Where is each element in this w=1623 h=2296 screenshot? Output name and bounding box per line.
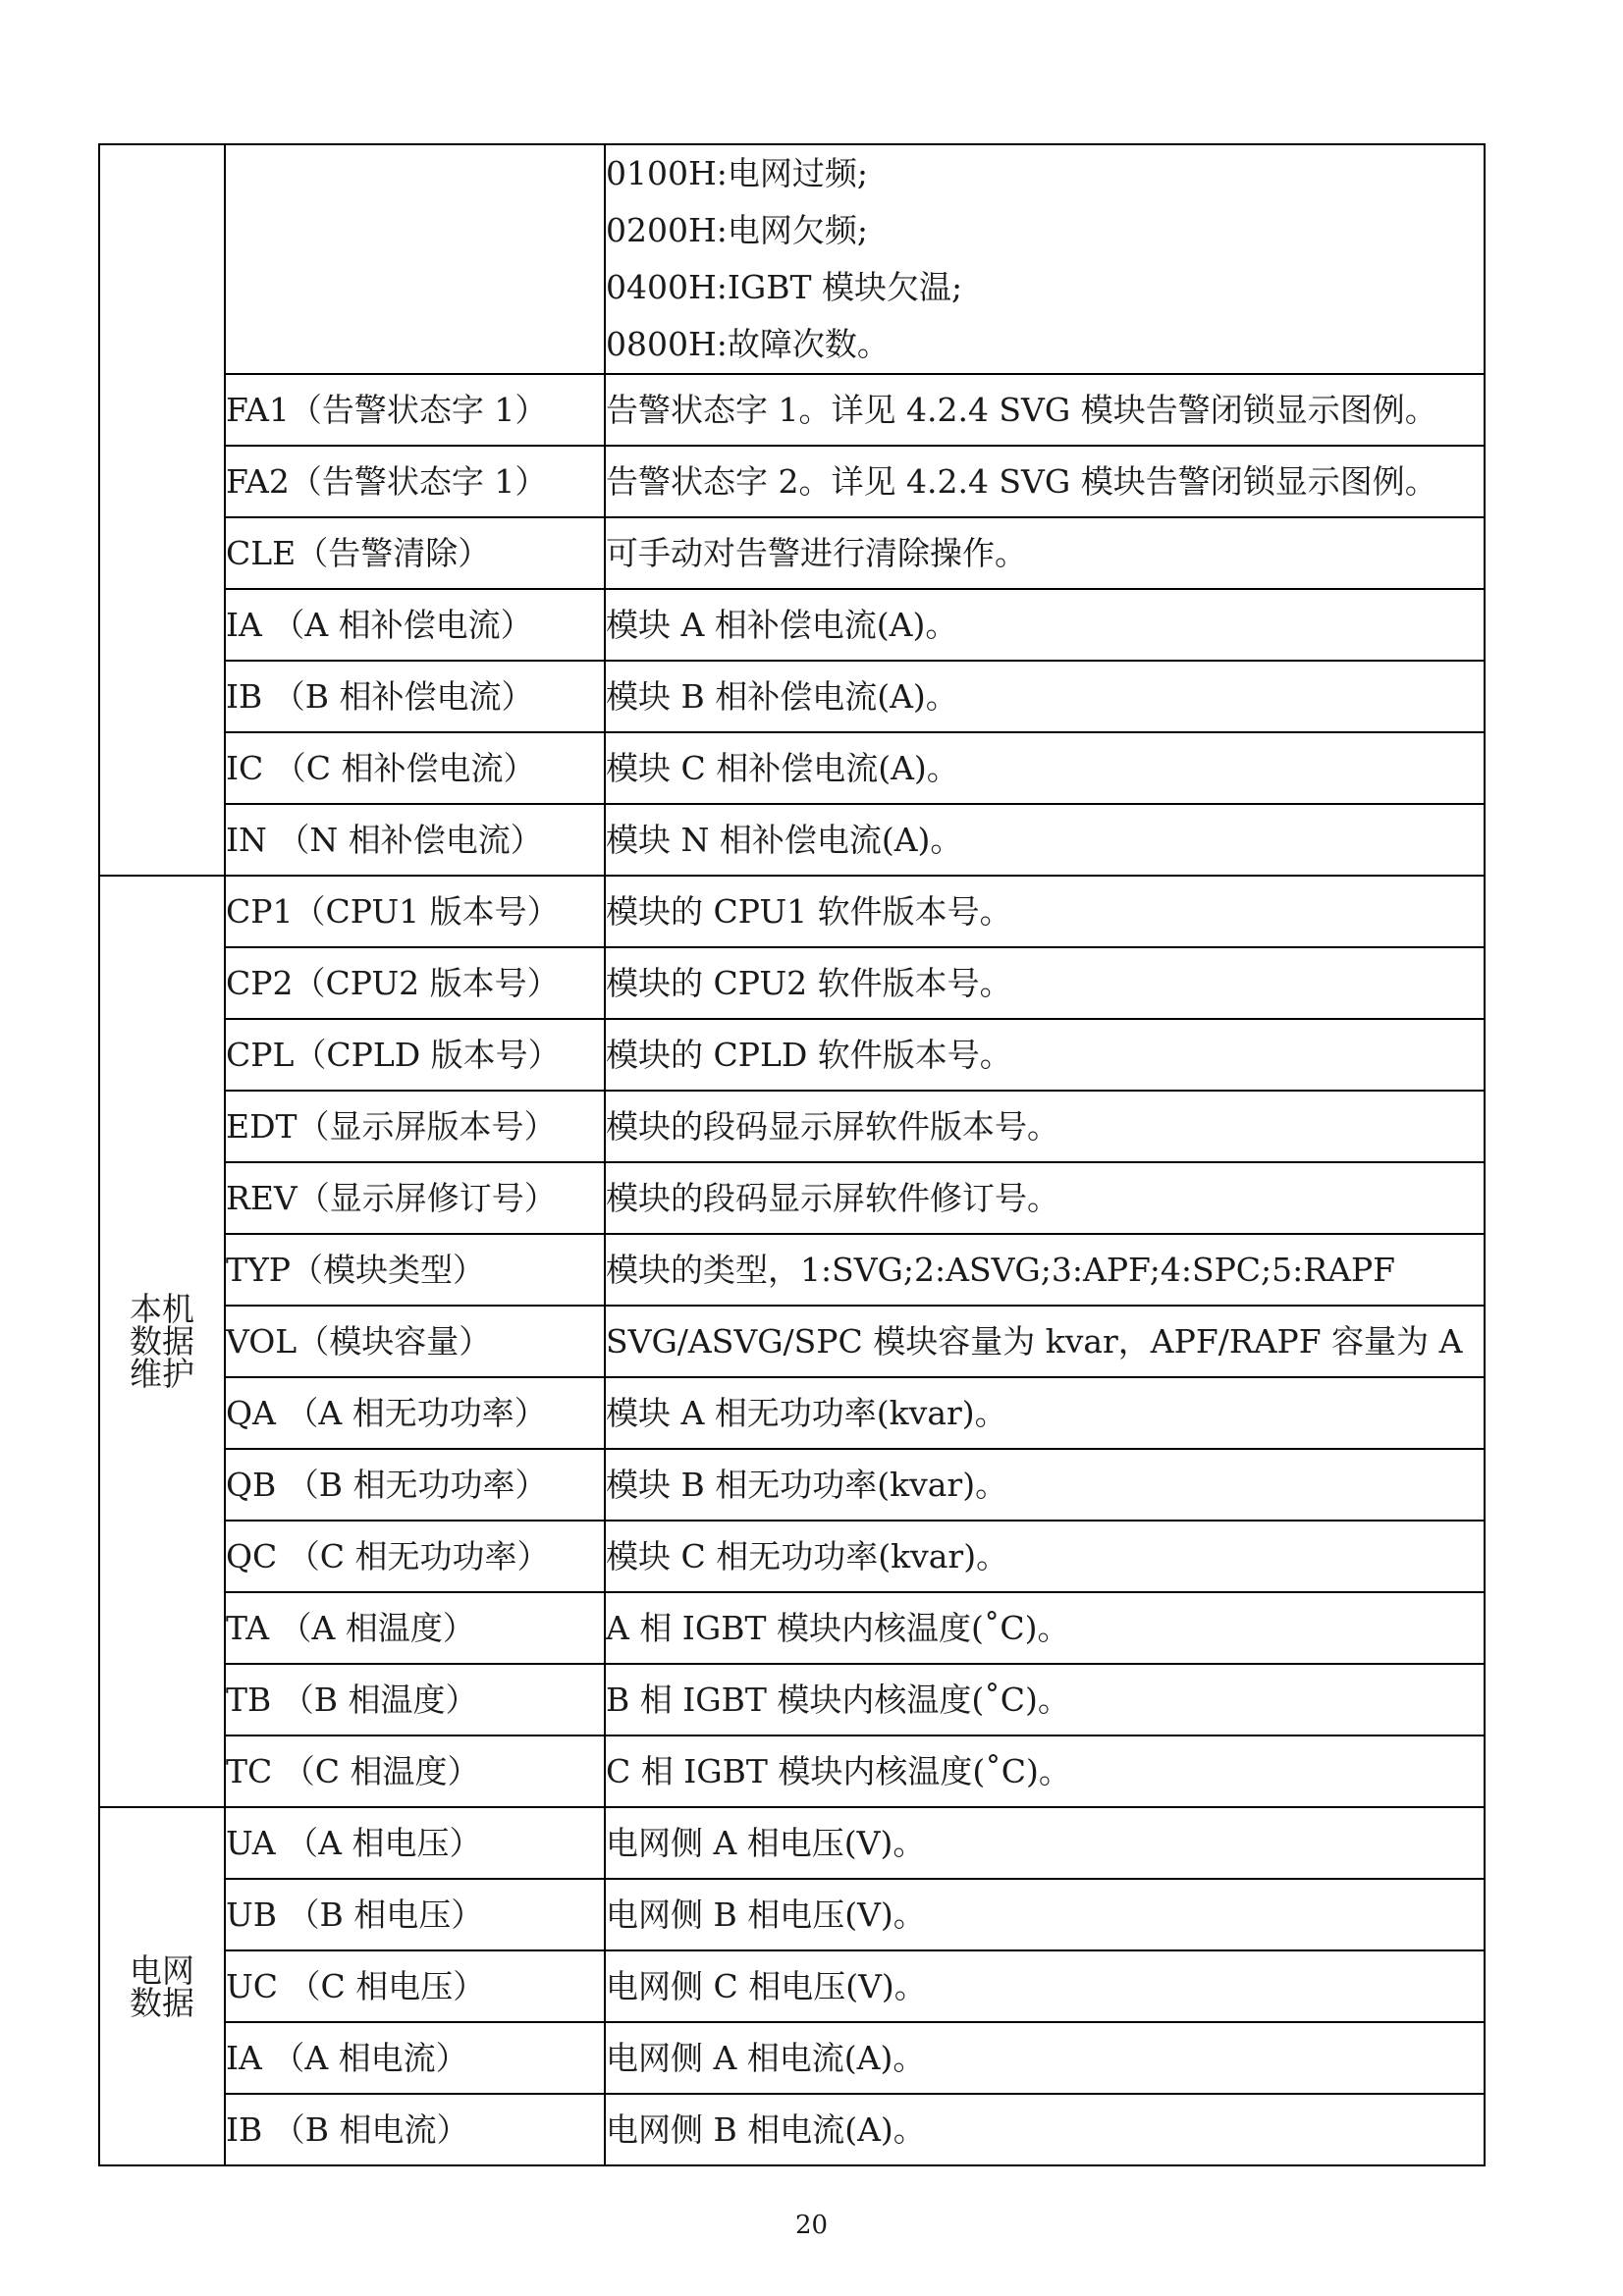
- table-row: [99, 1592, 1485, 1664]
- param-name: CP1（CPU1 版本号）: [225, 876, 605, 947]
- table-row: [99, 1521, 1485, 1592]
- table-row: [99, 1950, 1485, 2022]
- param-name: UC （C 相电压）: [225, 1950, 605, 2022]
- param-name: IB （B 相补偿电流）: [225, 661, 605, 732]
- table-row: [99, 517, 1485, 589]
- table-row: [99, 446, 1485, 517]
- param-name: UB （B 相电压）: [225, 1879, 605, 1950]
- param-description: 告警状态字 1。详见 4.2.4 SVG 模块告警闭锁显示图例。: [605, 374, 1485, 446]
- table-row: [99, 732, 1485, 804]
- param-description: 模块 C 相无功功率(kvar)。: [605, 1521, 1485, 1592]
- param-name: REV（显示屏修订号）: [225, 1162, 605, 1234]
- category-line: 本机: [130, 1290, 194, 1328]
- param-description: 模块的 CPU2 软件版本号。: [605, 947, 1485, 1019]
- category-line: 电网: [130, 1950, 194, 1990]
- param-description: 模块的段码显示屏软件修订号。: [605, 1162, 1485, 1234]
- param-name: QC （C 相无功功率）: [225, 1521, 605, 1592]
- category-cell-empty: [99, 144, 225, 876]
- description-line: 0400H:IGBT 模块欠温;: [606, 268, 963, 306]
- continuation-description: [605, 144, 1485, 374]
- param-name: CP2（CPU2 版本号）: [225, 947, 605, 1019]
- param-description: 模块 N 相补偿电流(A)。: [605, 804, 1485, 876]
- param-name: EDT（显示屏版本号）: [225, 1091, 605, 1162]
- param-name: TA （A 相温度）: [225, 1592, 605, 1664]
- table-row: [99, 589, 1485, 661]
- table-row: [99, 1306, 1485, 1377]
- table-row: [99, 1449, 1485, 1521]
- param-description: 电网侧 B 相电压(V)。: [605, 1879, 1485, 1950]
- table-row: [99, 2094, 1485, 2165]
- param-description: 电网侧 B 相电流(A)。: [605, 2094, 1485, 2165]
- param-description: 模块的类型，1:SVG;2:ASVG;3:APF;4:SPC;5:RAPF: [605, 1234, 1485, 1306]
- table-row: [99, 144, 1485, 374]
- name-cell-empty: [225, 144, 605, 374]
- param-name: UA （A 相电压）: [225, 1807, 605, 1879]
- param-description: 模块的段码显示屏软件版本号。: [605, 1091, 1485, 1162]
- table-row: [99, 1091, 1485, 1162]
- param-description: 模块 A 相无功功率(kvar)。: [605, 1377, 1485, 1449]
- param-description: 模块 B 相无功功率(kvar)。: [605, 1449, 1485, 1521]
- table-row: [99, 1735, 1485, 1807]
- table-row: [99, 876, 1485, 947]
- param-description: B 相 IGBT 模块内核温度(˚C)。: [605, 1664, 1485, 1735]
- param-description: 电网侧 C 相电压(V)。: [605, 1950, 1485, 2022]
- table-row: [99, 1664, 1485, 1735]
- param-name: CPL（CPLD 版本号）: [225, 1019, 605, 1091]
- param-name: FA1（告警状态字 1）: [225, 374, 605, 446]
- param-description: 模块的 CPU1 软件版本号。: [605, 876, 1485, 947]
- table-row: [99, 1879, 1485, 1950]
- table-row: [99, 374, 1485, 446]
- param-name: QB （B 相无功功率）: [225, 1449, 605, 1521]
- param-name: IC （C 相补偿电流）: [225, 732, 605, 804]
- param-name: VOL（模块容量）: [225, 1306, 605, 1377]
- table-row: [99, 1019, 1485, 1091]
- page-number: 20: [794, 2211, 829, 2240]
- table-row: [99, 661, 1485, 732]
- param-description: 电网侧 A 相电流(A)。: [605, 2022, 1485, 2094]
- table-row: [99, 1234, 1485, 1306]
- description-line: 0200H:电网欠频;: [606, 211, 868, 249]
- param-name: TC （C 相温度）: [225, 1735, 605, 1807]
- param-name: IA （A 相补偿电流）: [225, 589, 605, 661]
- param-description: 电网侧 A 相电压(V)。: [605, 1807, 1485, 1879]
- parameter-table: [98, 143, 1486, 2166]
- category-line: 数据: [130, 1983, 194, 2022]
- category-cell-local-data: [99, 876, 225, 1807]
- param-description: A 相 IGBT 模块内核温度(˚C)。: [605, 1592, 1485, 1664]
- param-description: 模块 A 相补偿电流(A)。: [605, 589, 1485, 661]
- param-name: IB （B 相电流）: [225, 2094, 605, 2165]
- param-description: 可手动对告警进行清除操作。: [605, 517, 1485, 589]
- param-description: 告警状态字 2。详见 4.2.4 SVG 模块告警闭锁显示图例。: [605, 446, 1485, 517]
- param-description: SVG/ASVG/SPC 模块容量为 kvar，APF/RAPF 容量为 A: [605, 1306, 1485, 1377]
- param-name: CLE（告警清除）: [225, 517, 605, 589]
- category-line: 维护: [130, 1355, 194, 1393]
- description-line: 0800H:故障次数。: [606, 325, 890, 363]
- table-row: [99, 1807, 1485, 1879]
- table-row: [99, 2022, 1485, 2094]
- param-name: TB （B 相温度）: [225, 1664, 605, 1735]
- param-name: TYP（模块类型）: [225, 1234, 605, 1306]
- param-description: C 相 IGBT 模块内核温度(˚C)。: [605, 1735, 1485, 1807]
- param-description: 模块 C 相补偿电流(A)。: [605, 732, 1485, 804]
- param-name: IN （N 相补偿电流）: [225, 804, 605, 876]
- category-cell-grid-data: [99, 1807, 225, 2165]
- table-row: [99, 1162, 1485, 1234]
- table-row: [99, 1377, 1485, 1449]
- table-row: [99, 804, 1485, 876]
- category-line: 数据: [130, 1322, 194, 1361]
- table-row: [99, 947, 1485, 1019]
- param-description: 模块 B 相补偿电流(A)。: [605, 661, 1485, 732]
- description-line: 0100H:电网过频;: [606, 154, 868, 192]
- param-name: QA （A 相无功功率）: [225, 1377, 605, 1449]
- param-name: FA2（告警状态字 1）: [225, 446, 605, 517]
- param-name: IA （A 相电流）: [225, 2022, 605, 2094]
- param-description: 模块的 CPLD 软件版本号。: [605, 1019, 1485, 1091]
